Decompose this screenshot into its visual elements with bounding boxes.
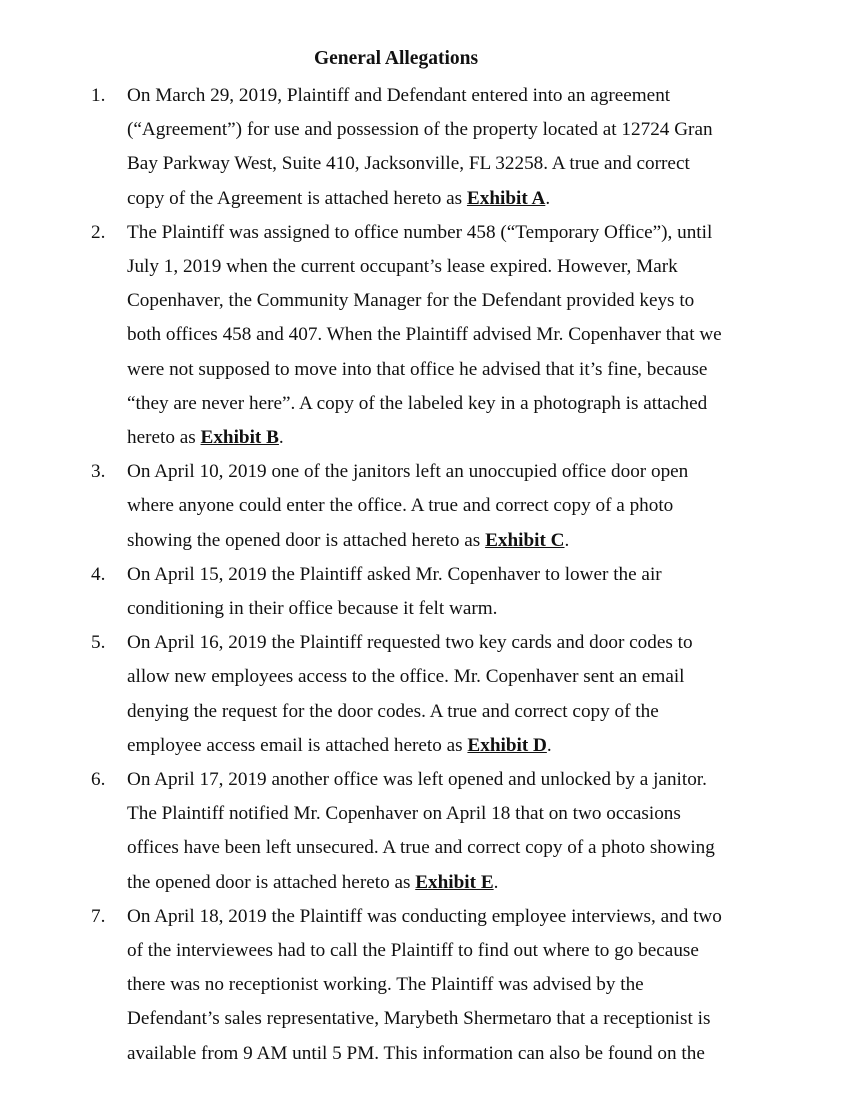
- text-line: The Plaintiff was assigned to office number 458 (“Temporary Office”), until: [127, 221, 713, 243]
- text-fragment: copy of the Agreement is attached hereto as: [127, 187, 467, 209]
- text-line: The Plaintiff notified Mr. Copenhaver on April 18 that on two occasions: [127, 803, 681, 825]
- text-line: available from 9 AM until 5 PM. This information can also be found on the: [127, 1042, 705, 1064]
- section-heading: General Allegations: [313, 48, 479, 69]
- exhibit-reference: Exhibit A: [466, 187, 546, 209]
- text-line: of the interviewees had to call the Plaintiff to find out where to go because: [127, 940, 699, 962]
- item-number: 1.: [91, 85, 106, 106]
- text-fragment: employee access email is attached hereto as: [127, 734, 468, 756]
- exhibit-reference: Exhibit C: [485, 529, 565, 551]
- list-item: [0, 216, 847, 455]
- text-line: “they are never here”. A copy of the labeled key in a photograph is attached: [127, 392, 708, 414]
- text-fragment: .: [564, 529, 570, 551]
- text-line: On April 16, 2019 the Plaintiff requested two key cards and door codes to: [127, 632, 693, 654]
- text-line: there was no receptionist working. The Plaintiff was advised by the: [127, 974, 644, 996]
- item-number: 7.: [91, 905, 106, 927]
- list-item: [0, 763, 847, 900]
- text-fragment: .: [278, 427, 284, 449]
- item-number: 6.: [91, 769, 106, 791]
- list-item: [0, 900, 847, 1071]
- list-item: [0, 558, 847, 626]
- text-line: where anyone could enter the office. A true and correct copy of a photo: [127, 495, 674, 517]
- list-item: [0, 455, 847, 558]
- text-line: [127, 421, 769, 455]
- text-fragment: .: [546, 734, 552, 756]
- text-line: On April 17, 2019 another office was left opened and unlocked by a janitor.: [127, 769, 707, 791]
- text-line: On April 18, 2019 the Plaintiff was conducting employee interviews, and two: [127, 905, 722, 927]
- text-line: Defendant’s sales representative, Marybeth Shermetaro that a receptionist is: [127, 1008, 711, 1030]
- text-fragment: the opened door is attached hereto as: [127, 871, 416, 893]
- list-item: [0, 79, 847, 216]
- text-line: [127, 729, 769, 763]
- text-fragment: .: [545, 187, 551, 209]
- text-line: offices have been left unsecured. A true and correct copy of a photo showing: [127, 837, 715, 859]
- text-line: were not supposed to move into that office he advised that it’s fine, because: [127, 358, 708, 380]
- text-line: (“Agreement”) for use and possession of the property located at 12724 Gran: [127, 119, 713, 141]
- text-fragment: .: [493, 871, 499, 893]
- item-number: 5.: [91, 632, 106, 654]
- text-line: Copenhaver, the Community Manager for the Defendant provided keys to: [127, 290, 695, 312]
- exhibit-reference: Exhibit E: [415, 871, 494, 893]
- text-line: denying the request for the door codes. A true and correct copy of the: [127, 700, 659, 722]
- text-line: [127, 866, 769, 900]
- list-item: [0, 626, 847, 763]
- text-line: On March 29, 2019, Plaintiff and Defendant entered into an agreement: [127, 85, 671, 106]
- text-fragment: hereto as: [127, 427, 201, 449]
- exhibit-reference: Exhibit B: [200, 427, 279, 449]
- item-number: 2.: [91, 221, 106, 243]
- text-line: On April 15, 2019 the Plaintiff asked Mr. Copenhaver to lower the air: [127, 563, 662, 585]
- item-number: 4.: [91, 563, 106, 585]
- text-line: both offices 458 and 407. When the Plaintiff advised Mr. Copenhaver that we: [127, 324, 722, 346]
- item-number: 3.: [91, 461, 106, 483]
- text-fragment: showing the opened door is attached hereto as: [127, 529, 486, 551]
- text-line: allow new employees access to the office. Mr. Copenhaver sent an email: [127, 666, 685, 688]
- text-line: July 1, 2019 when the current occupant’s lease expired. However, Mark: [127, 256, 678, 278]
- text-line: [127, 182, 769, 216]
- text-line: conditioning in their office because it felt warm.: [127, 598, 498, 620]
- exhibit-reference: Exhibit D: [467, 734, 547, 756]
- text-line: [127, 524, 769, 558]
- text-line: Bay Parkway West, Suite 410, Jacksonville, FL 32258. A true and correct: [127, 153, 690, 175]
- allegations-list: [0, 79, 847, 1071]
- text-line: On April 10, 2019 one of the janitors left an unoccupied office door open: [127, 461, 689, 483]
